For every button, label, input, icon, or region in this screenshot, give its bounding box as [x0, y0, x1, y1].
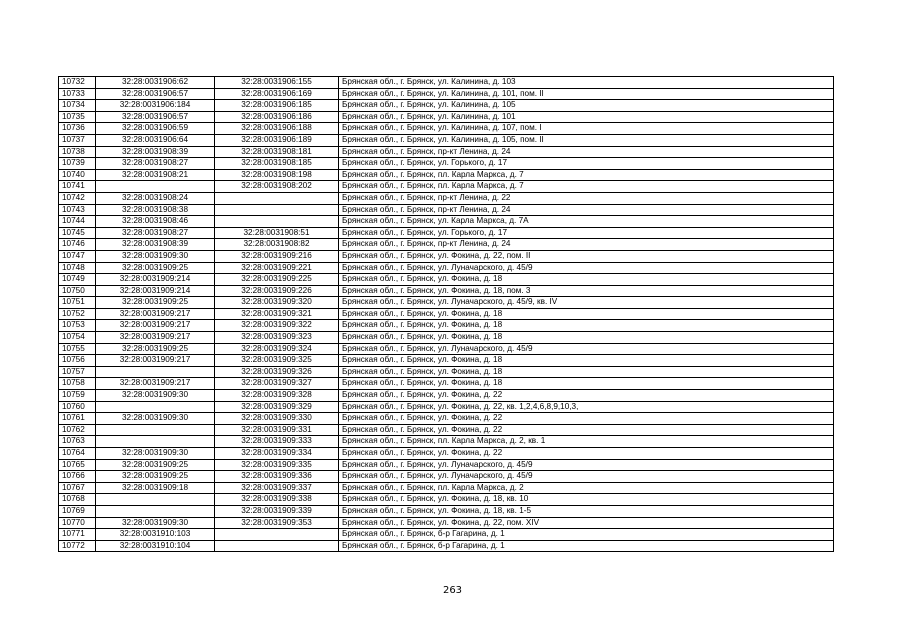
- row-number-cell: 10763: [59, 436, 96, 448]
- address-cell: Брянская обл., г. Брянск, ул. Калинина, д. 101, пом. II: [339, 88, 834, 100]
- table-row: [59, 77, 834, 89]
- row-number-cell: 10762: [59, 424, 96, 436]
- object-number-cell: 32:28:0031908:51: [215, 227, 339, 239]
- object-number-cell: 32:28:0031908:185: [215, 158, 339, 170]
- address-cell: Брянская обл., г. Брянск, ул. Фокина, д. 18, пом. 3: [339, 285, 834, 297]
- table-row: [59, 250, 834, 262]
- parcel-number-cell: [96, 181, 215, 193]
- address-cell: Брянская обл., г. Брянск, ул. Луначарского, д. 45/9: [339, 343, 834, 355]
- row-number-cell: 10764: [59, 448, 96, 460]
- address-cell: Брянская обл., г. Брянск, ул. Фокина, д. 18: [339, 320, 834, 332]
- cadastral-table: [58, 76, 834, 552]
- row-number-cell: 10735: [59, 111, 96, 123]
- row-number-cell: 10765: [59, 459, 96, 471]
- row-number-cell: 10755: [59, 343, 96, 355]
- parcel-number-cell: 32:28:0031909:217: [96, 332, 215, 344]
- row-number-cell: 10758: [59, 378, 96, 390]
- parcel-number-cell: 32:28:0031908:38: [96, 204, 215, 216]
- address-cell: Брянская обл., г. Брянск, ул. Калинина, д. 103: [339, 77, 834, 89]
- address-cell: Брянская обл., г. Брянск, пр-кт Ленина, д. 24: [339, 146, 834, 158]
- object-number-cell: [215, 540, 339, 552]
- address-cell: Брянская обл., г. Брянск, ул. Фокина, д. 22, пом. XIV: [339, 517, 834, 529]
- object-number-cell: 32:28:0031909:331: [215, 424, 339, 436]
- object-number-cell: 32:28:0031909:334: [215, 448, 339, 460]
- row-number-cell: 10759: [59, 390, 96, 402]
- table-row: [59, 482, 834, 494]
- address-cell: Брянская обл., г. Брянск, ул. Фокина, д. 18: [339, 355, 834, 367]
- parcel-number-cell: 32:28:0031909:217: [96, 378, 215, 390]
- parcel-number-cell: 32:28:0031909:30: [96, 448, 215, 460]
- row-number-cell: 10749: [59, 274, 96, 286]
- parcel-number-cell: 32:28:0031909:18: [96, 482, 215, 494]
- row-number-cell: 10768: [59, 494, 96, 506]
- parcel-number-cell: [96, 436, 215, 448]
- object-number-cell: 32:28:0031909:333: [215, 436, 339, 448]
- table-row: [59, 343, 834, 355]
- parcel-number-cell: 32:28:0031906:57: [96, 88, 215, 100]
- table-row: [59, 158, 834, 170]
- parcel-number-cell: [96, 424, 215, 436]
- address-cell: Брянская обл., г. Брянск, ул. Фокина, д. 18, кв. 1-5: [339, 505, 834, 517]
- row-number-cell: 10747: [59, 250, 96, 262]
- address-cell: Брянская обл., г. Брянск, ул. Фокина, д. 22, пом. II: [339, 250, 834, 262]
- address-cell: Брянская обл., г. Брянск, пл. Карла Маркса, д. 2, кв. 1: [339, 436, 834, 448]
- parcel-number-cell: [96, 366, 215, 378]
- object-number-cell: 32:28:0031909:221: [215, 262, 339, 274]
- object-number-cell: 32:28:0031906:189: [215, 134, 339, 146]
- table-row: [59, 378, 834, 390]
- row-number-cell: 10754: [59, 332, 96, 344]
- address-cell: Брянская обл., г. Брянск, ул. Фокина, д. 18: [339, 332, 834, 344]
- address-cell: Брянская обл., г. Брянск, ул. Фокина, д. 18, кв. 10: [339, 494, 834, 506]
- row-number-cell: 10766: [59, 471, 96, 483]
- row-number-cell: 10734: [59, 100, 96, 112]
- row-number-cell: 10753: [59, 320, 96, 332]
- table-row: [59, 459, 834, 471]
- address-cell: Брянская обл., г. Брянск, пр-кт Ленина, д. 24: [339, 239, 834, 251]
- table-row: [59, 448, 834, 460]
- parcel-number-cell: 32:28:0031909:30: [96, 517, 215, 529]
- table-row: [59, 111, 834, 123]
- table-row: [59, 297, 834, 309]
- object-number-cell: 32:28:0031908:82: [215, 239, 339, 251]
- address-cell: Брянская обл., г. Брянск, ул. Карла Маркса, д. 7А: [339, 216, 834, 228]
- row-number-cell: 10738: [59, 146, 96, 158]
- table-row: [59, 123, 834, 135]
- table-row: [59, 332, 834, 344]
- object-number-cell: 32:28:0031909:325: [215, 355, 339, 367]
- row-number-cell: 10743: [59, 204, 96, 216]
- address-cell: Брянская обл., г. Брянск, ул. Луначарского, д. 45/9: [339, 459, 834, 471]
- row-number-cell: 10770: [59, 517, 96, 529]
- object-number-cell: 32:28:0031909:322: [215, 320, 339, 332]
- table-row: [59, 355, 834, 367]
- parcel-number-cell: 32:28:0031909:217: [96, 308, 215, 320]
- table-row: [59, 436, 834, 448]
- object-number-cell: [215, 529, 339, 541]
- address-cell: Брянская обл., г. Брянск, пл. Карла Маркса, д. 7: [339, 181, 834, 193]
- table-row: [59, 239, 834, 251]
- row-number-cell: 10739: [59, 158, 96, 170]
- row-number-cell: 10737: [59, 134, 96, 146]
- object-number-cell: [215, 204, 339, 216]
- table-row: [59, 494, 834, 506]
- address-cell: Брянская обл., г. Брянск, ул. Фокина, д. 22, кв. 1,2,4,6,8,9,10,3,: [339, 401, 834, 413]
- parcel-number-cell: 32:28:0031909:30: [96, 250, 215, 262]
- row-number-cell: 10767: [59, 482, 96, 494]
- page-number: 263: [442, 585, 463, 596]
- address-cell: Брянская обл., г. Брянск, ул. Калинина, д. 101: [339, 111, 834, 123]
- table-row: [59, 540, 834, 552]
- object-number-cell: 32:28:0031909:330: [215, 413, 339, 425]
- object-number-cell: 32:28:0031908:202: [215, 181, 339, 193]
- parcel-number-cell: 32:28:0031909:25: [96, 459, 215, 471]
- object-number-cell: 32:28:0031909:320: [215, 297, 339, 309]
- object-number-cell: 32:28:0031909:323: [215, 332, 339, 344]
- address-cell: Брянская обл., г. Брянск, ул. Луначарского, д. 45/9: [339, 262, 834, 274]
- row-number-cell: 10736: [59, 123, 96, 135]
- row-number-cell: 10751: [59, 297, 96, 309]
- object-number-cell: 32:28:0031909:336: [215, 471, 339, 483]
- row-number-cell: 10742: [59, 192, 96, 204]
- table-row: [59, 88, 834, 100]
- row-number-cell: 10761: [59, 413, 96, 425]
- object-number-cell: 32:28:0031909:226: [215, 285, 339, 297]
- table-row: [59, 204, 834, 216]
- object-number-cell: 32:28:0031909:321: [215, 308, 339, 320]
- table-row: [59, 227, 834, 239]
- address-cell: Брянская обл., г. Брянск, ул. Горького, д. 17: [339, 158, 834, 170]
- parcel-number-cell: 32:28:0031909:25: [96, 471, 215, 483]
- parcel-number-cell: [96, 494, 215, 506]
- address-cell: Брянская обл., г. Брянск, б-р Гагарина, д. 1: [339, 540, 834, 552]
- parcel-number-cell: 32:28:0031909:214: [96, 274, 215, 286]
- object-number-cell: 32:28:0031909:337: [215, 482, 339, 494]
- parcel-number-cell: 32:28:0031908:24: [96, 192, 215, 204]
- row-number-cell: 10752: [59, 308, 96, 320]
- row-number-cell: 10772: [59, 540, 96, 552]
- table-row: [59, 192, 834, 204]
- row-number-cell: 10771: [59, 529, 96, 541]
- address-cell: Брянская обл., г. Брянск, ул. Калинина, д. 107, пом. I: [339, 123, 834, 135]
- parcel-number-cell: 32:28:0031909:25: [96, 297, 215, 309]
- object-number-cell: 32:28:0031906:188: [215, 123, 339, 135]
- object-number-cell: 32:28:0031909:335: [215, 459, 339, 471]
- parcel-number-cell: 32:28:0031909:217: [96, 355, 215, 367]
- object-number-cell: 32:28:0031906:155: [215, 77, 339, 89]
- parcel-number-cell: 32:28:0031909:30: [96, 413, 215, 425]
- object-number-cell: 32:28:0031908:198: [215, 169, 339, 181]
- object-number-cell: 32:28:0031909:338: [215, 494, 339, 506]
- object-number-cell: 32:28:0031909:225: [215, 274, 339, 286]
- address-cell: Брянская обл., г. Брянск, ул. Луначарского, д. 45/9, кв. IV: [339, 297, 834, 309]
- row-number-cell: 10745: [59, 227, 96, 239]
- parcel-number-cell: 32:28:0031906:64: [96, 134, 215, 146]
- parcel-number-cell: 32:28:0031908:39: [96, 239, 215, 251]
- row-number-cell: 10750: [59, 285, 96, 297]
- object-number-cell: 32:28:0031906:185: [215, 100, 339, 112]
- address-cell: Брянская обл., г. Брянск, пр-кт Ленина, д. 24: [339, 204, 834, 216]
- table-row: [59, 366, 834, 378]
- row-number-cell: 10757: [59, 366, 96, 378]
- parcel-number-cell: 32:28:0031909:25: [96, 343, 215, 355]
- object-number-cell: 32:28:0031909:327: [215, 378, 339, 390]
- parcel-number-cell: 32:28:0031906:62: [96, 77, 215, 89]
- address-cell: Брянская обл., г. Брянск, пл. Карла Маркса, д. 7: [339, 169, 834, 181]
- object-number-cell: 32:28:0031909:329: [215, 401, 339, 413]
- row-number-cell: 10760: [59, 401, 96, 413]
- parcel-number-cell: [96, 401, 215, 413]
- table-row: [59, 517, 834, 529]
- table-row: [59, 390, 834, 402]
- parcel-number-cell: 32:28:0031910:103: [96, 529, 215, 541]
- object-number-cell: [215, 216, 339, 228]
- table-row: [59, 471, 834, 483]
- row-number-cell: 10756: [59, 355, 96, 367]
- parcel-number-cell: 32:28:0031910:104: [96, 540, 215, 552]
- row-number-cell: 10732: [59, 77, 96, 89]
- address-cell: Брянская обл., г. Брянск, ул. Горького, д. 17: [339, 227, 834, 239]
- row-number-cell: 10741: [59, 181, 96, 193]
- parcel-number-cell: 32:28:0031908:27: [96, 227, 215, 239]
- parcel-number-cell: 32:28:0031909:214: [96, 285, 215, 297]
- table-row: [59, 505, 834, 517]
- table-row: [59, 529, 834, 541]
- table-row: [59, 424, 834, 436]
- table-row: [59, 274, 834, 286]
- cadastral-table-body: [59, 77, 834, 552]
- parcel-number-cell: 32:28:0031908:46: [96, 216, 215, 228]
- address-cell: Брянская обл., г. Брянск, ул. Фокина, д. 22: [339, 390, 834, 402]
- parcel-number-cell: 32:28:0031906:57: [96, 111, 215, 123]
- object-number-cell: 32:28:0031908:181: [215, 146, 339, 158]
- table-row: [59, 308, 834, 320]
- address-cell: Брянская обл., г. Брянск, ул. Калинина, д. 105, пом. II: [339, 134, 834, 146]
- object-number-cell: 32:28:0031909:324: [215, 343, 339, 355]
- object-number-cell: 32:28:0031909:326: [215, 366, 339, 378]
- object-number-cell: 32:28:0031909:328: [215, 390, 339, 402]
- object-number-cell: 32:28:0031909:216: [215, 250, 339, 262]
- address-cell: Брянская обл., г. Брянск, ул. Фокина, д. 18: [339, 308, 834, 320]
- object-number-cell: 32:28:0031909:353: [215, 517, 339, 529]
- parcel-number-cell: 32:28:0031906:184: [96, 100, 215, 112]
- table-row: [59, 181, 834, 193]
- row-number-cell: 10769: [59, 505, 96, 517]
- address-cell: Брянская обл., г. Брянск, пл. Карла Маркса, д. 2: [339, 482, 834, 494]
- table-row: [59, 413, 834, 425]
- table-row: [59, 134, 834, 146]
- address-cell: Брянская обл., г. Брянск, ул. Фокина, д. 18: [339, 366, 834, 378]
- address-cell: Брянская обл., г. Брянск, ул. Калинина, д. 105: [339, 100, 834, 112]
- parcel-number-cell: [96, 505, 215, 517]
- address-cell: Брянская обл., г. Брянск, ул. Фокина, д. 22: [339, 413, 834, 425]
- table-row: [59, 285, 834, 297]
- row-number-cell: 10733: [59, 88, 96, 100]
- object-number-cell: 32:28:0031906:169: [215, 88, 339, 100]
- parcel-number-cell: 32:28:0031908:27: [96, 158, 215, 170]
- address-cell: Брянская обл., г. Брянск, б-р Гагарина, д. 1: [339, 529, 834, 541]
- address-cell: Брянская обл., г. Брянск, ул. Фокина, д. 22: [339, 448, 834, 460]
- address-cell: Брянская обл., г. Брянск, пр-кт Ленина, д. 22: [339, 192, 834, 204]
- table-row: [59, 216, 834, 228]
- parcel-number-cell: 32:28:0031908:21: [96, 169, 215, 181]
- row-number-cell: 10740: [59, 169, 96, 181]
- parcel-number-cell: 32:28:0031908:39: [96, 146, 215, 158]
- address-cell: Брянская обл., г. Брянск, ул. Фокина, д. 18: [339, 378, 834, 390]
- object-number-cell: 32:28:0031909:339: [215, 505, 339, 517]
- object-number-cell: [215, 192, 339, 204]
- table-row: [59, 320, 834, 332]
- table-row: [59, 146, 834, 158]
- address-cell: Брянская обл., г. Брянск, ул. Фокина, д. 18: [339, 274, 834, 286]
- address-cell: Брянская обл., г. Брянск, ул. Фокина, д. 22: [339, 424, 834, 436]
- parcel-number-cell: 32:28:0031909:217: [96, 320, 215, 332]
- table-row: [59, 100, 834, 112]
- row-number-cell: 10744: [59, 216, 96, 228]
- row-number-cell: 10748: [59, 262, 96, 274]
- object-number-cell: 32:28:0031906:186: [215, 111, 339, 123]
- address-cell: Брянская обл., г. Брянск, ул. Луначарского, д. 45/9: [339, 471, 834, 483]
- row-number-cell: 10746: [59, 239, 96, 251]
- table-row: [59, 401, 834, 413]
- table-row: [59, 169, 834, 181]
- table-row: [59, 262, 834, 274]
- parcel-number-cell: 32:28:0031909:25: [96, 262, 215, 274]
- parcel-number-cell: 32:28:0031909:30: [96, 390, 215, 402]
- parcel-number-cell: 32:28:0031906:59: [96, 123, 215, 135]
